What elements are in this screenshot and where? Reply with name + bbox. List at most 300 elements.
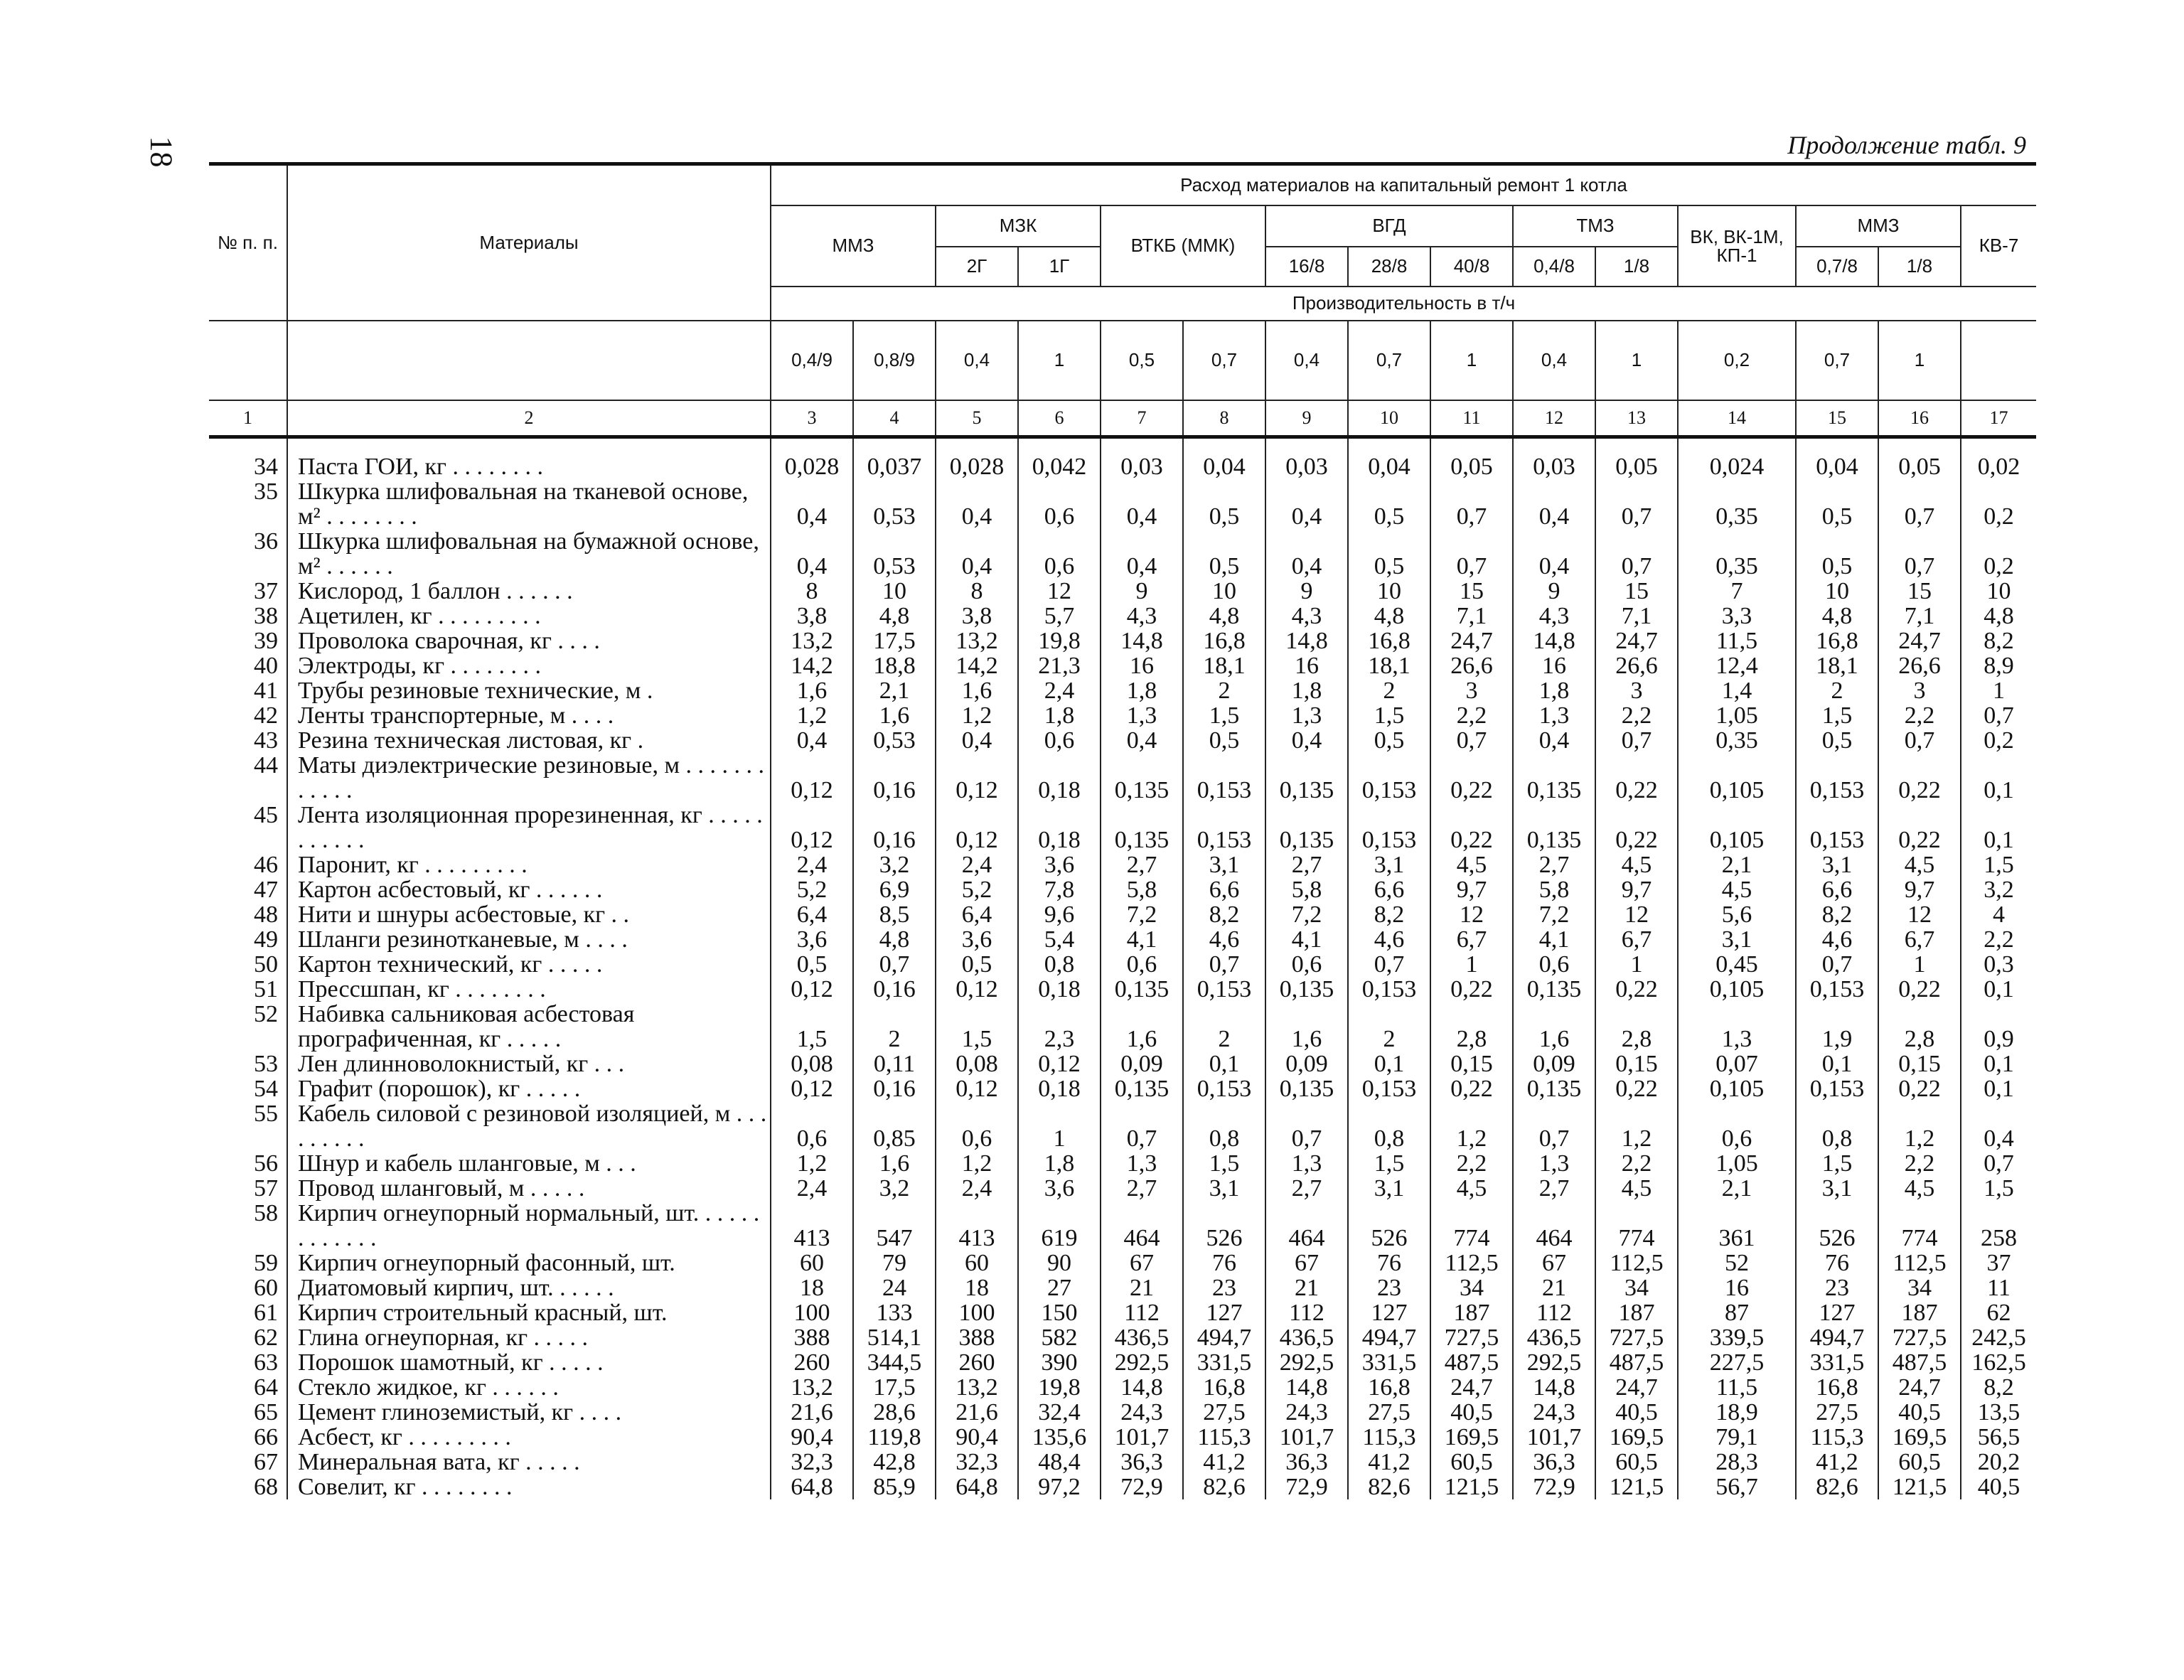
value-cell: 4,6 <box>1183 927 1265 952</box>
value-cell: 0,4 <box>1513 479 1595 529</box>
value-cell: 11 <box>1961 1275 2036 1300</box>
value-cell: 2 <box>1348 1002 1430 1052</box>
value-cell: 0,135 <box>1265 1076 1348 1101</box>
header-productivity-values <box>209 321 2036 400</box>
material-name: Шланги резинотканевые, м . . . . <box>287 927 771 952</box>
table-row <box>209 927 2036 952</box>
value-cell: 0,03 <box>1265 437 1348 479</box>
value-cell: 14,8 <box>1265 628 1348 653</box>
material-name: Нити и шнуры асбестовые, кг . . <box>287 902 771 927</box>
value-cell: 4,5 <box>1878 1176 1961 1201</box>
value-cell: 0,22 <box>1430 977 1513 1002</box>
header-group-vk: ВК, ВК-1М, КП-1 <box>1678 205 1796 287</box>
value-cell: 7 <box>1678 579 1796 604</box>
value-cell: 64,8 <box>771 1475 853 1499</box>
value-cell: 60,5 <box>1430 1450 1513 1475</box>
row-number: 59 <box>254 1249 278 1276</box>
value-cell: 0,135 <box>1101 803 1183 852</box>
value-cell: 1,05 <box>1678 703 1796 728</box>
row-number: 66 <box>254 1423 278 1450</box>
material-name: Шкурка шлифовальная на бумажной основе, м² . . . . . . <box>287 529 771 579</box>
value-cell: 20,2 <box>1961 1450 2036 1475</box>
value-cell: 32,3 <box>936 1450 1018 1475</box>
value-cell: 3 <box>1430 678 1513 703</box>
value-cell: 23 <box>1183 1275 1265 1300</box>
value-cell: 0,153 <box>1796 753 1878 803</box>
value-cell: 4,1 <box>1265 927 1348 952</box>
value-cell: 0,7 <box>1430 479 1513 529</box>
table-row <box>209 479 2036 529</box>
value-cell: 8 <box>936 579 1018 604</box>
row-number: 62 <box>254 1324 278 1351</box>
header-group-mzk: МЗК <box>936 205 1101 247</box>
value-cell: 48,4 <box>1018 1450 1101 1475</box>
value-cell: 0,7 <box>853 952 936 977</box>
value-cell: 2,7 <box>1513 852 1595 877</box>
value-cell: 0,9 <box>1961 1002 2036 1052</box>
value-cell: 3,1 <box>1348 1176 1430 1201</box>
header-perf-value: 0,4 <box>936 321 1018 400</box>
value-cell: 4,5 <box>1595 1176 1678 1201</box>
value-cell: 187 <box>1430 1300 1513 1325</box>
value-cell: 2,2 <box>1595 1151 1678 1176</box>
header-perf-value-empty <box>1961 321 2036 400</box>
value-cell: 2,2 <box>1878 703 1961 728</box>
value-cell: 8 <box>771 579 853 604</box>
material-name: Лента изоляционная прорезиненная, кг . . . . . . . . . . . <box>287 803 771 852</box>
table-row <box>209 1300 2036 1325</box>
value-cell: 0,153 <box>1183 977 1265 1002</box>
value-cell: 72,9 <box>1265 1475 1348 1499</box>
material-name: Кирпич огнеупорный фасонный, шт. <box>287 1251 771 1275</box>
header-sub-mmz2-07: 0,7/8 <box>1796 247 1878 287</box>
value-cell: 526 <box>1183 1201 1265 1251</box>
value-cell: 6,6 <box>1183 877 1265 902</box>
value-cell: 2,2 <box>1595 703 1678 728</box>
header-perf-value: 1 <box>1595 321 1678 400</box>
value-cell: 0,153 <box>1348 753 1430 803</box>
value-cell: 0,5 <box>1183 728 1265 753</box>
value-cell: 0,12 <box>771 803 853 852</box>
material-name: Глина огнеупорная, кг . . . . . <box>287 1325 771 1350</box>
value-cell: 0,4 <box>1265 728 1348 753</box>
value-cell: 0,135 <box>1513 1076 1595 1101</box>
header-perf-value: 0,7 <box>1348 321 1430 400</box>
value-cell: 0,153 <box>1796 977 1878 1002</box>
value-cell: 3 <box>1595 678 1678 703</box>
value-cell: 0,5 <box>1796 479 1878 529</box>
value-cell: 0,8 <box>1796 1101 1878 1151</box>
value-cell: 0,153 <box>1348 1076 1430 1101</box>
value-cell: 115,3 <box>1348 1425 1430 1450</box>
value-cell: 0,22 <box>1430 1076 1513 1101</box>
value-cell: 1,2 <box>771 1151 853 1176</box>
value-cell: 344,5 <box>853 1350 936 1375</box>
value-cell: 727,5 <box>1430 1325 1513 1350</box>
value-cell: 0,12 <box>1018 1052 1101 1076</box>
header-group-vgd: ВГД <box>1265 205 1513 247</box>
value-cell: 260 <box>936 1350 1018 1375</box>
value-cell: 14,8 <box>1101 628 1183 653</box>
value-cell: 40,5 <box>1878 1400 1961 1425</box>
header-perf-value: 0,8/9 <box>853 321 936 400</box>
value-cell: 774 <box>1595 1201 1678 1251</box>
value-cell: 16 <box>1678 1275 1796 1300</box>
value-cell: 19,8 <box>1018 628 1101 653</box>
value-cell: 18,1 <box>1183 653 1265 678</box>
value-cell: 0,153 <box>1796 1076 1878 1101</box>
row-number: 37 <box>254 577 278 604</box>
value-cell: 3,2 <box>1961 877 2036 902</box>
column-number: 3 <box>771 400 853 437</box>
value-cell: 28,6 <box>853 1400 936 1425</box>
table-row <box>209 1201 2036 1251</box>
value-cell: 2,7 <box>1101 852 1183 877</box>
row-number: 53 <box>254 1050 278 1077</box>
value-cell: 16 <box>1513 653 1595 678</box>
value-cell: 0,04 <box>1348 437 1430 479</box>
value-cell: 0,12 <box>771 753 853 803</box>
row-number: 47 <box>254 876 278 903</box>
value-cell: 0,22 <box>1595 977 1678 1002</box>
value-cell: 0,22 <box>1430 803 1513 852</box>
value-cell: 16 <box>1101 653 1183 678</box>
value-cell: 14,2 <box>771 653 853 678</box>
value-cell: 4,8 <box>1348 604 1430 628</box>
value-cell: 90,4 <box>771 1425 853 1450</box>
value-cell: 2,1 <box>853 678 936 703</box>
table-row <box>209 1450 2036 1475</box>
table-row <box>209 1076 2036 1101</box>
value-cell: 36,3 <box>1513 1450 1595 1475</box>
value-cell: 79 <box>853 1251 936 1275</box>
value-cell: 3,6 <box>936 927 1018 952</box>
column-number: 11 <box>1430 400 1513 437</box>
value-cell: 0,1 <box>1961 753 2036 803</box>
value-cell: 0,22 <box>1878 803 1961 852</box>
value-cell: 27,5 <box>1796 1400 1878 1425</box>
value-cell: 2,7 <box>1265 1176 1348 1201</box>
value-cell: 0,7 <box>1101 1101 1183 1151</box>
value-cell: 7,2 <box>1101 902 1183 927</box>
value-cell: 97,2 <box>1018 1475 1101 1499</box>
value-cell: 135,6 <box>1018 1425 1101 1450</box>
value-cell: 0,6 <box>936 1101 1018 1151</box>
value-cell: 169,5 <box>1878 1425 1961 1450</box>
row-number: 43 <box>254 727 278 754</box>
header-sub-vgd-28: 28/8 <box>1348 247 1430 287</box>
value-cell: 41,2 <box>1796 1450 1878 1475</box>
table-row <box>209 977 2036 1002</box>
table-row <box>209 803 2036 852</box>
value-cell: 32,4 <box>1018 1400 1101 1425</box>
value-cell: 14,8 <box>1265 1375 1348 1400</box>
value-cell: 774 <box>1430 1201 1513 1251</box>
material-name: Кирпич огнеупорный нормальный, шт. . . . . . . . . . . . . <box>287 1201 771 1251</box>
value-cell: 0,4 <box>1265 479 1348 529</box>
value-cell: 413 <box>771 1201 853 1251</box>
value-cell: 72,9 <box>1101 1475 1183 1499</box>
table-row <box>209 703 2036 728</box>
value-cell: 1,3 <box>1101 1151 1183 1176</box>
value-cell: 1,5 <box>1183 703 1265 728</box>
value-cell: 21 <box>1513 1275 1595 1300</box>
value-cell: 112,5 <box>1595 1251 1678 1275</box>
row-number: 44 <box>254 751 278 779</box>
header-perf-value: 1 <box>1878 321 1961 400</box>
value-cell: 4,3 <box>1265 604 1348 628</box>
header-perf-value: 1 <box>1018 321 1101 400</box>
value-cell: 3,1 <box>1348 852 1430 877</box>
row-number: 52 <box>254 1000 278 1027</box>
value-cell: 0,05 <box>1430 437 1513 479</box>
value-cell: 413 <box>936 1201 1018 1251</box>
value-cell: 82,6 <box>1796 1475 1878 1499</box>
value-cell: 0,7 <box>1878 479 1961 529</box>
value-cell: 14,2 <box>936 653 1018 678</box>
value-cell: 23 <box>1796 1275 1878 1300</box>
table-row <box>209 1002 2036 1052</box>
value-cell: 17,5 <box>853 628 936 653</box>
table-row <box>209 1151 2036 1176</box>
value-cell: 112 <box>1101 1300 1183 1325</box>
material-name: Паста ГОИ, кг . . . . . . . . <box>287 437 771 479</box>
value-cell: 0,7 <box>1796 952 1878 977</box>
value-cell: 331,5 <box>1348 1350 1430 1375</box>
value-cell: 292,5 <box>1513 1350 1595 1375</box>
value-cell: 494,7 <box>1183 1325 1265 1350</box>
value-cell: 0,105 <box>1678 1076 1796 1101</box>
value-cell: 2,1 <box>1678 852 1796 877</box>
value-cell: 1,5 <box>1348 1151 1430 1176</box>
value-cell: 0,153 <box>1183 803 1265 852</box>
value-cell: 3,2 <box>853 852 936 877</box>
value-cell: 1,8 <box>1018 1151 1101 1176</box>
table-row <box>209 852 2036 877</box>
header-perf-value: 0,5 <box>1101 321 1183 400</box>
value-cell: 0,1 <box>1961 1052 2036 1076</box>
value-cell: 0,35 <box>1678 529 1796 579</box>
value-cell: 0,6 <box>1513 952 1595 977</box>
value-cell: 0,7 <box>1878 728 1961 753</box>
value-cell: 0,7 <box>1961 703 2036 728</box>
value-cell: 13,5 <box>1961 1400 2036 1425</box>
value-cell: 4 <box>1961 902 2036 927</box>
value-cell: 0,4 <box>936 728 1018 753</box>
value-cell: 339,5 <box>1678 1325 1796 1350</box>
table-row <box>209 1052 2036 1076</box>
table-row <box>209 604 2036 628</box>
value-cell: 3 <box>1878 678 1961 703</box>
value-cell: 1,8 <box>1265 678 1348 703</box>
value-cell: 0,7 <box>1183 952 1265 977</box>
header-no: № п. п. <box>209 164 287 321</box>
value-cell: 1,6 <box>771 678 853 703</box>
value-cell: 0,105 <box>1678 803 1796 852</box>
value-cell: 0,18 <box>1018 977 1101 1002</box>
value-cell: 112,5 <box>1878 1251 1961 1275</box>
value-cell: 487,5 <box>1595 1350 1678 1375</box>
table-row <box>209 1176 2036 1201</box>
value-cell: 24 <box>853 1275 936 1300</box>
value-cell: 0,12 <box>936 753 1018 803</box>
material-name: Ацетилен, кг . . . . . . . . . <box>287 604 771 628</box>
value-cell: 60 <box>771 1251 853 1275</box>
value-cell: 100 <box>936 1300 1018 1325</box>
material-name: Диатомовый кирпич, шт. . . . . . <box>287 1275 771 1300</box>
value-cell: 2,8 <box>1878 1002 1961 1052</box>
value-cell: 21 <box>1265 1275 1348 1300</box>
value-cell: 0,5 <box>1796 529 1878 579</box>
value-cell: 0,53 <box>853 479 936 529</box>
value-cell: 494,7 <box>1348 1325 1430 1350</box>
header-perf-value: 0,2 <box>1678 321 1796 400</box>
value-cell: 0,6 <box>1265 952 1348 977</box>
value-cell: 0,12 <box>771 1076 853 1101</box>
value-cell: 15 <box>1430 579 1513 604</box>
value-cell: 0,7 <box>1878 529 1961 579</box>
value-cell: 0,037 <box>853 437 936 479</box>
value-cell: 16,8 <box>1348 1375 1430 1400</box>
value-cell: 24,3 <box>1513 1400 1595 1425</box>
row-number: 41 <box>254 677 278 704</box>
value-cell: 21 <box>1101 1275 1183 1300</box>
value-cell: 1,05 <box>1678 1151 1796 1176</box>
value-cell: 14,8 <box>1101 1375 1183 1400</box>
header-sub-tmz-04: 0,4/8 <box>1513 247 1595 287</box>
value-cell: 3,1 <box>1183 1176 1265 1201</box>
value-cell: 0,135 <box>1265 753 1348 803</box>
value-cell: 87 <box>1678 1300 1796 1325</box>
value-cell: 361 <box>1678 1201 1796 1251</box>
table-row <box>209 877 2036 902</box>
value-cell: 0,12 <box>936 803 1018 852</box>
value-cell: 0,135 <box>1265 977 1348 1002</box>
value-cell: 4,3 <box>1513 604 1595 628</box>
value-cell: 331,5 <box>1183 1350 1265 1375</box>
value-cell: 101,7 <box>1513 1425 1595 1450</box>
value-cell: 0,03 <box>1101 437 1183 479</box>
value-cell: 3,1 <box>1678 927 1796 952</box>
value-cell: 0,1 <box>1183 1052 1265 1076</box>
table-row <box>209 628 2036 653</box>
value-cell: 10 <box>1796 579 1878 604</box>
value-cell: 0,5 <box>1183 479 1265 529</box>
value-cell: 0,09 <box>1265 1052 1348 1076</box>
value-cell: 1,3 <box>1265 1151 1348 1176</box>
value-cell: 7,1 <box>1595 604 1678 628</box>
value-cell: 42,8 <box>853 1450 936 1475</box>
value-cell: 7,8 <box>1018 877 1101 902</box>
header-sub-mzk-2g: 2Г <box>936 247 1018 287</box>
value-cell: 1,3 <box>1513 703 1595 728</box>
row-number: 51 <box>254 975 278 1002</box>
value-cell: 1,6 <box>1513 1002 1595 1052</box>
value-cell: 0,153 <box>1348 803 1430 852</box>
value-cell: 494,7 <box>1796 1325 1878 1350</box>
material-name: Трубы резиновые технические, м . <box>287 678 771 703</box>
row-number: 57 <box>254 1175 278 1202</box>
value-cell: 34 <box>1878 1275 1961 1300</box>
value-cell: 0,1 <box>1961 1076 2036 1101</box>
material-name: Кабель силовой с резиновой изоляцией, м . . . . . . . . . <box>287 1101 771 1151</box>
value-cell: 727,5 <box>1878 1325 1961 1350</box>
value-cell: 1 <box>1018 1101 1101 1151</box>
value-cell: 2,4 <box>771 852 853 877</box>
value-cell: 11,5 <box>1678 628 1796 653</box>
value-cell: 5,2 <box>771 877 853 902</box>
header-group-tmz: ТМЗ <box>1513 205 1678 247</box>
value-cell: 21,6 <box>771 1400 853 1425</box>
value-cell: 0,16 <box>853 1076 936 1101</box>
row-number: 64 <box>254 1374 278 1401</box>
value-cell: 0,09 <box>1513 1052 1595 1076</box>
material-name: Лен длинноволокнистый, кг . . . <box>287 1052 771 1076</box>
value-cell: 1,6 <box>853 1151 936 1176</box>
value-cell: 12,4 <box>1678 653 1796 678</box>
value-cell: 292,5 <box>1101 1350 1183 1375</box>
value-cell: 1,9 <box>1796 1002 1878 1052</box>
material-name: Прессшпан, кг . . . . . . . . <box>287 977 771 1002</box>
value-cell: 9,7 <box>1595 877 1678 902</box>
value-cell: 1,8 <box>1101 678 1183 703</box>
table-row <box>209 1275 2036 1300</box>
value-cell: 2 <box>1183 678 1265 703</box>
value-cell: 13,2 <box>936 1375 1018 1400</box>
value-cell: 2,7 <box>1513 1176 1595 1201</box>
value-cell: 2,3 <box>1018 1002 1101 1052</box>
value-cell: 0,6 <box>1101 952 1183 977</box>
table-row <box>209 1325 2036 1350</box>
value-cell: 0,22 <box>1595 753 1678 803</box>
value-cell: 0,1 <box>1348 1052 1430 1076</box>
value-cell: 1,2 <box>1595 1101 1678 1151</box>
value-cell: 2,2 <box>1430 703 1513 728</box>
value-cell: 10 <box>1348 579 1430 604</box>
value-cell: 150 <box>1018 1300 1101 1325</box>
value-cell: 18,9 <box>1678 1400 1796 1425</box>
table-row <box>209 753 2036 803</box>
value-cell: 41,2 <box>1348 1450 1430 1475</box>
row-number: 48 <box>254 901 278 928</box>
value-cell: 0,8 <box>1183 1101 1265 1151</box>
header-perf-value: 0,4 <box>1265 321 1348 400</box>
material-name: Картон технический, кг . . . . . <box>287 952 771 977</box>
value-cell: 0,4 <box>1101 728 1183 753</box>
value-cell: 14,8 <box>1513 628 1595 653</box>
value-cell: 2 <box>1183 1002 1265 1052</box>
value-cell: 4,5 <box>1878 852 1961 877</box>
value-cell: 0,042 <box>1018 437 1101 479</box>
value-cell: 72,9 <box>1513 1475 1595 1499</box>
value-cell: 3,1 <box>1796 1176 1878 1201</box>
table-row <box>209 678 2036 703</box>
value-cell: 9 <box>1513 579 1595 604</box>
value-cell: 0,22 <box>1430 753 1513 803</box>
row-number: 56 <box>254 1150 278 1177</box>
column-number: 8 <box>1183 400 1265 437</box>
column-number: 13 <box>1595 400 1678 437</box>
value-cell: 0,22 <box>1878 1076 1961 1101</box>
value-cell: 436,5 <box>1101 1325 1183 1350</box>
value-cell: 101,7 <box>1265 1425 1348 1450</box>
value-cell: 79,1 <box>1678 1425 1796 1450</box>
value-cell: 23 <box>1348 1275 1430 1300</box>
value-cell: 100 <box>771 1300 853 1325</box>
column-number: 12 <box>1513 400 1595 437</box>
value-cell: 0,04 <box>1796 437 1878 479</box>
value-cell: 0,135 <box>1513 977 1595 1002</box>
